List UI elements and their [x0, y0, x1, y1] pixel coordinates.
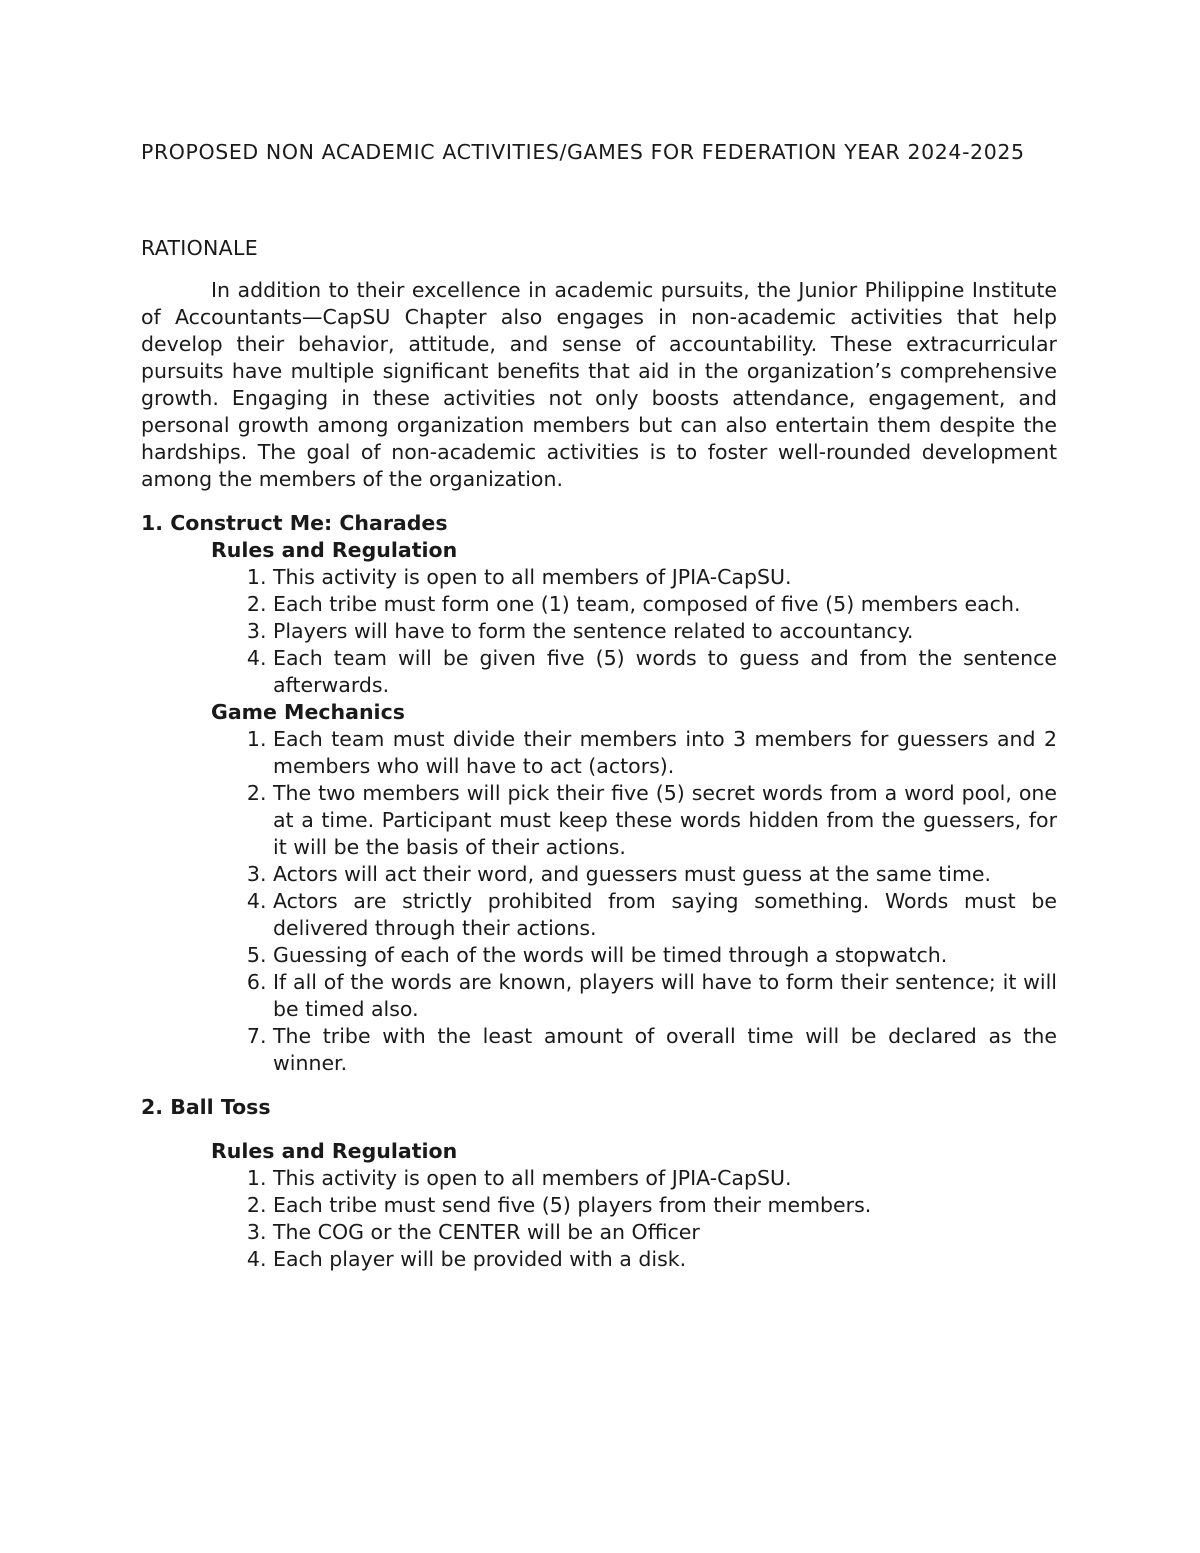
rationale-paragraph: In addition to their excellence in academic pursuits, the Junior Philippine Institute of Accountants—CapSU Chapter also engages in non-academic activities that help develop their behavior, attitude, and sense of accountability. These extracurricular pursuits have multiple significant benefits that aid in the organization’s comprehensive growth. Engaging in these activities not only boosts attendance, engagement, and personal growth among organization members but can also entertain them despite the hardships. The goal of non-academic activities is to foster well-rounded development among the members of the organization.	[141, 278, 1057, 491]
list-item: 2. The two members will pick their five (5) secret words from a word pool, one at a time. Participant must keep these words hidden from the guessers, for it will be the basis of their actions.	[273, 780, 1057, 861]
list-item: 5. Guessing of each of the words will be timed through a stopwatch.	[273, 942, 1057, 969]
activity-2-rules-heading: Rules and Regulation	[211, 1139, 458, 1163]
list-item: 3. Players will have to form the sentence related to accountancy.	[273, 618, 1057, 645]
list-item: 3. Actors will act their word, and guessers must guess at the same time.	[273, 861, 1057, 888]
list-item: 3. The COG or the CENTER will be an Officer	[273, 1219, 1057, 1246]
list-item: 2. Each tribe must form one (1) team, composed of five (5) members each.	[273, 591, 1057, 618]
activity-1-rules-list	[141, 564, 1057, 699]
list-item: 4. Each team will be given five (5) words to guess and from the sentence afterwards.	[273, 645, 1057, 699]
list-item: 2. Each tribe must send five (5) players from their members.	[273, 1192, 1057, 1219]
list-item: 4. Actors are strictly prohibited from saying something. Words must be delivered through their actions.	[273, 888, 1057, 942]
list-item: 1. Each team must divide their members into 3 members for guessers and 2 members who will have to act (actors).	[273, 726, 1057, 780]
list-item: 4. Each player will be provided with a disk.	[273, 1246, 1057, 1273]
activity-2-heading: 2. Ball Toss	[141, 1095, 271, 1119]
list-item: 1. This activity is open to all members of JPIA-CapSU.	[273, 1165, 1057, 1192]
list-item: 6. If all of the words are known, players will have to form their sentence; it will be timed also.	[273, 969, 1057, 1023]
document-page	[141, 138, 1057, 1273]
list-item: 7. The tribe with the least amount of overall time will be declared as the winner.	[273, 1023, 1057, 1077]
activity-1-heading: 1. Construct Me: Charades	[141, 511, 448, 535]
document-title: PROPOSED NON ACADEMIC ACTIVITIES/GAMES FOR FEDERATION YEAR 2024-2025	[141, 140, 1025, 164]
activity-1-mechanics-heading: Game Mechanics	[211, 700, 405, 724]
activity-1-mechanics-list	[141, 726, 1057, 1077]
list-item: 1. This activity is open to all members of JPIA-CapSU.	[273, 564, 1057, 591]
activity-2-rules-list	[141, 1165, 1057, 1273]
activity-1-rules-heading: Rules and Regulation	[211, 538, 458, 562]
rationale-heading: RATIONALE	[141, 236, 258, 260]
